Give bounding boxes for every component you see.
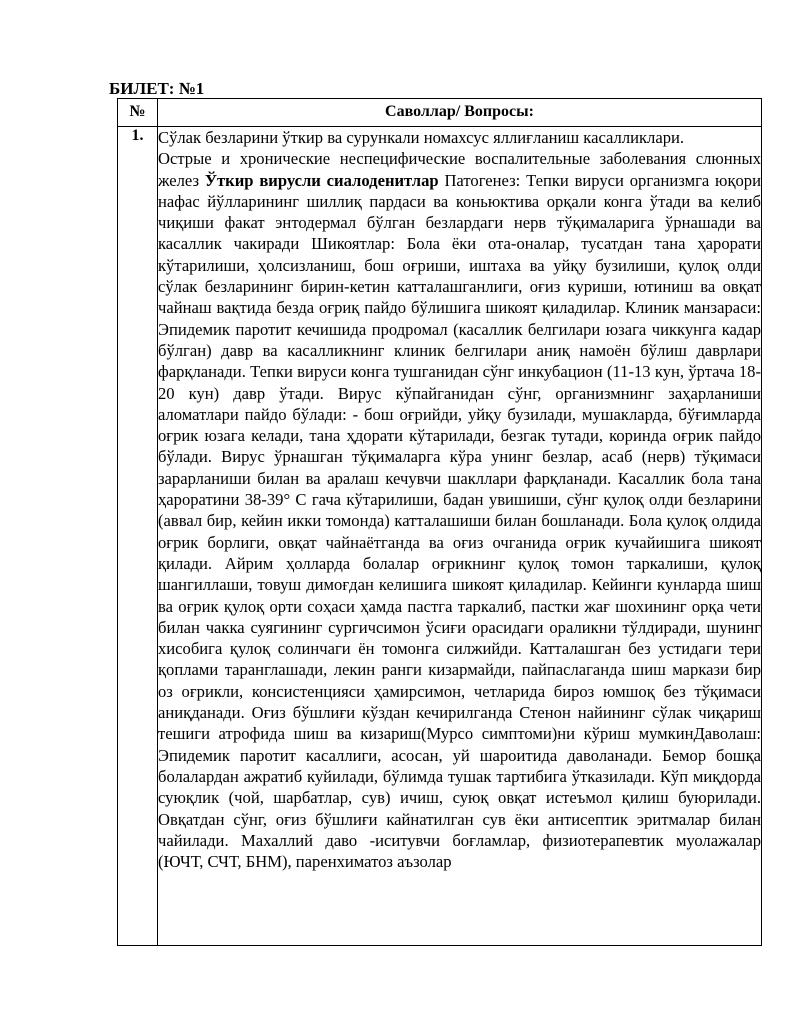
ticket-title: БИЛЕТ: №1 [109,79,205,98]
question-intro: Острые и хронические неспецифические воспалительные заболевания слюнных желез [158,149,761,190]
header-number: № [118,99,158,127]
table-row [118,127,762,946]
questions-table [117,98,762,946]
table-header-row [118,99,762,127]
question-number: 1. [118,127,158,946]
question-heading: Сўлак безларини ўткир ва сурункали номахсус яллиғланиш касалликлари. [158,128,685,147]
header-questions: Саволлар/ Вопросы: [158,99,762,127]
question-body: Патогенез: Тепки вируси организмга юқори нафас йўлларининг шиллиқ пардаси ва коньюктива орқали конга ўтади ва келиб чиқиши факат энтодермал бўлган безлардаги нерв тўқималарига ўрнашади ва касаллик чакиради Шикоятлар: Бола ёки ота-оналар, тусатдан тана ҳарорати кўтарилиши, ҳолсизланиш, бош оғриши, иштаха ва уйқу бузилиши, қулоқ олди сўлак безларининг бирин-кетин катталашганлиги, оғиз куриши, ютиниш ва овқат чайнаш вақтида безда оғриқ пайдо бўлишига шикоят қиладилар. Клиник манзараси: Эпидемик паротит кечишида продромал (касаллик белгилари юзага чиккунга кадар бўлган) давр ва касалликнинг клиник белгилари аниқ намоён бўлиш даврлари фарқланади. Тепки вируси конга тушганидан сўнг инкубацион (11-13 кун, ўртача 18-20 кун) давр ўтади. Вирус кўпайганидан сўнг, организмнинг заҳарланиши аломатлари пайдо бўлади: - бош оғрийди, уйқу бузилади, мушакларда, бўғимларда оғрик юзага келади, тана ҳдорати кўтарилади, безгак тутади, коринда оғрик пайдо бўлади. Вирус ўрнашган тўқималарга кўра унинг безлар, асаб (нерв) тўқимаси зарарланиши билан ва аралаш кечувчи шакллари фарқланади. Касаллик бола тана ҳароратини 38-39° С гача кўтарилиши, бадан увишиши, сўнг қулоқ олди безларини (аввал бир, кейин икки томонда) катталашиши билан бошланади. Бола қулоқ олдида оғрик борлиги, овқат чайнаётганда ва оғиз очганида оғрик кучайишига шикоят қилади. Айрим ҳолларда болалар оғрикнинг қулоқ томон таркалиши, қулоқ шангиллаши, товуш димоғдан келишига шикоят қиладилар. Кейинги кунларда шиш ва оғрик қулоқ орти соҳаси ҳамда пастга таркалиб, пастки жағ шохининг орқа чети билан чакка суягининг сургичсимон ўсиғи орасидаги ораликни тўлдиради, шунинг хисобига қулоқ солинчаги ён томонга силжийди. Катталашган без устидаги тери қоплами таранглашади, лекин ранги кизармайди, пайпаслаганда шиш маркази бир оз оғрикли, консистенцияси ҳамирсимон, четларида бироз юмшоқ без тўқимаси аниқданади. Оғиз бўшлиғи кўздан кечирилганда Стенон найининг сўлак чиқариш тешиги атрофида шиш ва кизариш(Мурсо симптоми)ни кўриш мумкинДаволаш: Эпидемик паротит касаллиги, асосан, уй шароитида даволанади. Бемор бошқа болалардан ажратиб куйилади, бўлимда тушак тартибига ўтказилади. Кўп миқдорда суюқлик (чой, шарбатлар, сув) ичиш, суюқ овқат истеъмол қилиш буюрилади. Овқатдан сўнг, оғиз бўшлиғи кайнатилган сув ёки антисептик эритмалар билан чайилади. Махаллий даво -иситувчи боғламлар, физиотерапевтик муолажалар (ЮЧТ, СЧТ, БНМ), паренхиматоз аъзолар [158,170,761,872]
question-cell [158,127,762,946]
question-text [158,148,761,872]
question-bold-term: Ўткир вирусли сиалоденитлар [204,170,439,190]
